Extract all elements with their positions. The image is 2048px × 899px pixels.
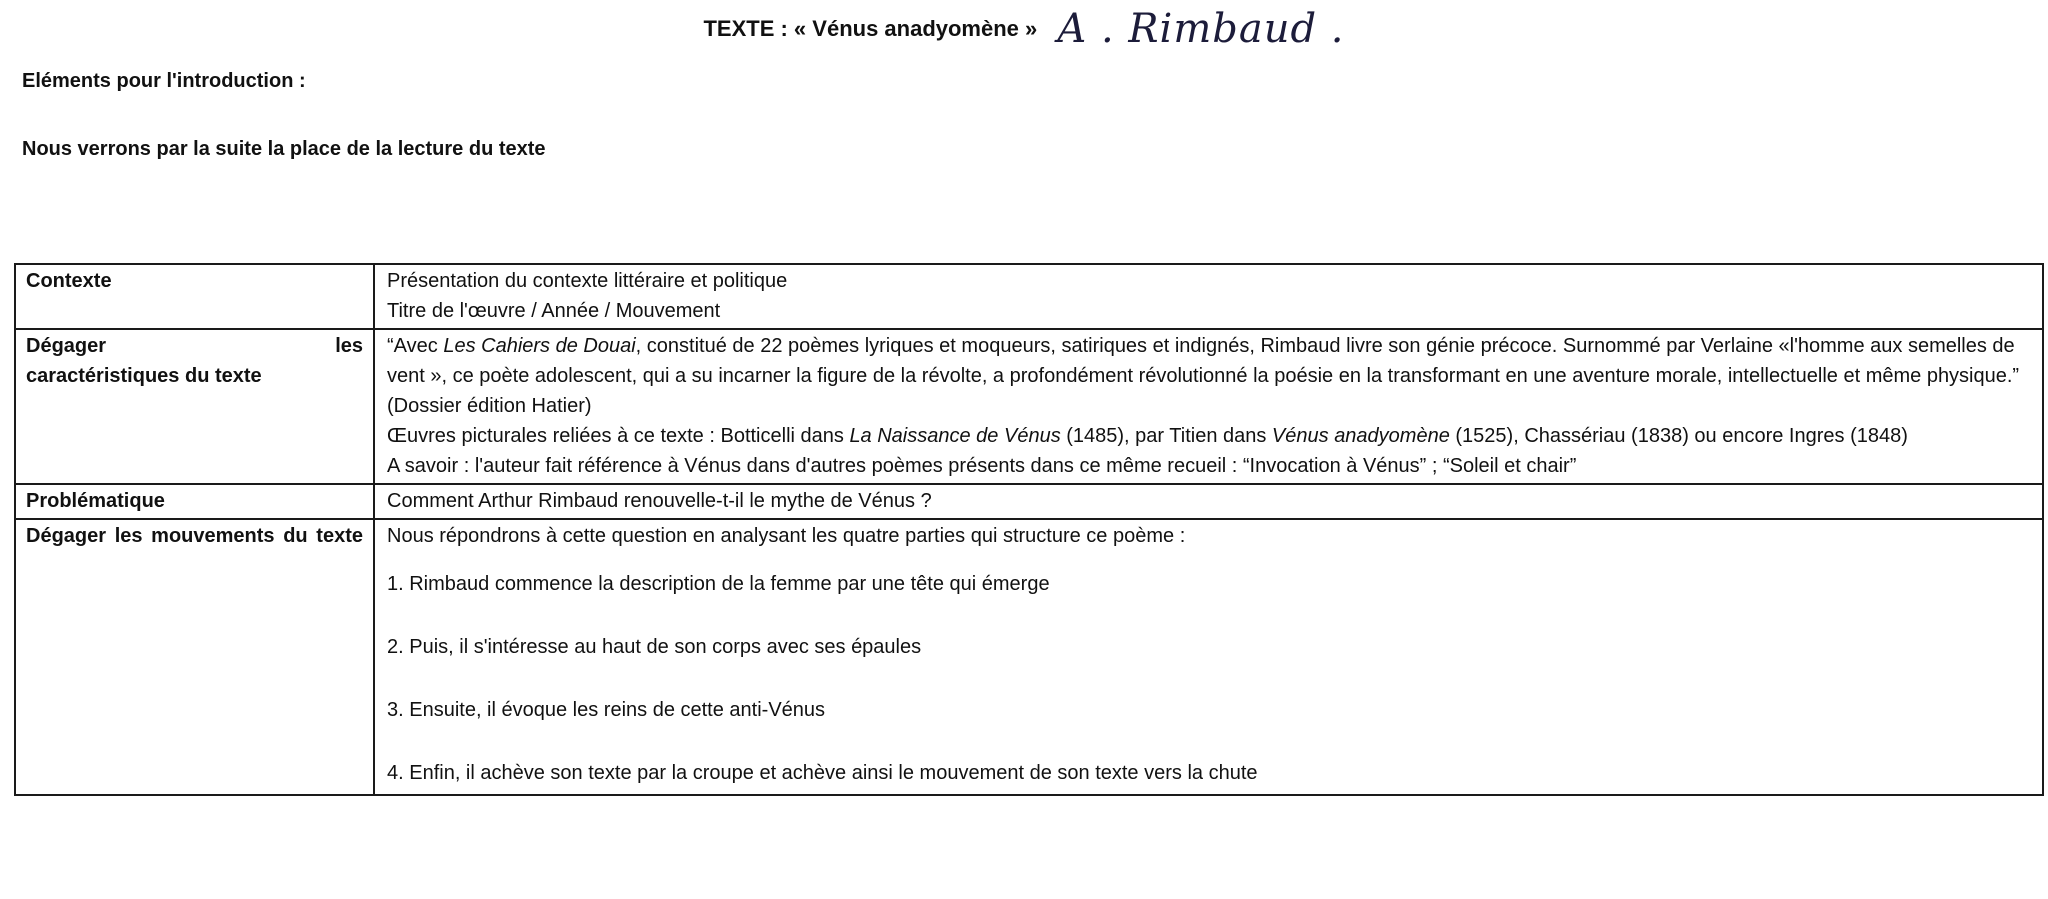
label-problematique: Problématique (15, 484, 374, 519)
label-mouvements (15, 519, 374, 795)
artwork-title-1: La Naissance de Vénus (849, 425, 1061, 447)
label-caracteristiques (15, 329, 374, 484)
artwork-title-2: Vénus anadyomène (1271, 425, 1450, 447)
label-caracteristiques-line-1: Dégager les (26, 335, 363, 357)
artworks-part-1: Œuvres picturales reliées à ce texte : Botticelli dans (387, 425, 850, 447)
row-contexte (15, 264, 2043, 329)
movement-item-2: 2. Puis, il s'intéresse au haut de son corps avec ses épaules (387, 636, 922, 658)
artworks-part-3: (1525), Chassériau (1838) ou encore Ingres (1848) (1449, 425, 1908, 447)
reading-note: Nous verrons par la suite la place de la lecture du texte (22, 138, 546, 160)
movements-intro: Nous répondrons à cette question en analysant les quatre parties qui structure ce poème : (387, 525, 1186, 547)
document-title (0, 6, 2048, 52)
quote-part-1: “Avec (387, 335, 444, 357)
artworks-part-2: (1485), par Titien dans (1060, 425, 1272, 447)
movement-item-3: 3. Ensuite, il évoque les reins de cette anti-Vénus (387, 699, 826, 721)
row-caracteristiques (15, 329, 2043, 484)
movement-item-4: 4. Enfin, il achève son texte par la croupe et achève ainsi le mouvement de son texte vers la chute (387, 762, 1258, 784)
label-mouvements-text: Dégager les mouvements du texte (26, 525, 363, 547)
title-printed: TEXTE : « Vénus anadyomène » (703, 16, 1038, 41)
quote-book-title: Les Cahiers de Douai (443, 335, 636, 357)
label-contexte: Contexte (15, 264, 374, 329)
row-mouvements (15, 519, 2043, 795)
quote-paragraph (387, 331, 2032, 421)
contexte-line-1: Présentation du contexte littéraire et politique (387, 270, 788, 292)
intro-heading: Eléments pour l'introduction : (22, 70, 306, 92)
label-caracteristiques-line-2: caractéristiques du texte (26, 365, 262, 387)
movement-item-1: 1. Rimbaud commence la description de la femme par une tête qui émerge (387, 573, 1050, 595)
note-paragraph: A savoir : l'auteur fait référence à Vénus dans d'autres poèmes présents dans ce même recueil : “Invocation à Vénus” ; “Soleil et chair” (387, 455, 1577, 477)
artworks-paragraph (387, 421, 2032, 451)
row-problematique (15, 484, 2043, 519)
content-caracteristiques (374, 329, 2043, 484)
content-problematique: Comment Arthur Rimbaud renouvelle-t-il le mythe de Vénus ? (374, 484, 2043, 519)
content-mouvements (374, 519, 2043, 795)
quote-part-2: , constitué de 22 poèmes lyriques et moqueurs, satiriques et indignés, Rimbaud livre son génie précoce. Surnommé par Verlaine «l'homme aux semelles de vent », ce poète adolescent, qui a su incarner la figure de la révolte, a profondément révolutionné la poésie en la transformant en une aventure morale, intellectuelle et même physique.” (Dossier édition Hatier) (387, 335, 2020, 417)
title-handwritten-author: A . Rimbaud . (1057, 6, 1345, 52)
content-contexte (374, 264, 2043, 329)
contexte-line-2: Titre de l'œuvre / Année / Mouvement (387, 300, 721, 322)
analysis-table (14, 263, 2044, 796)
